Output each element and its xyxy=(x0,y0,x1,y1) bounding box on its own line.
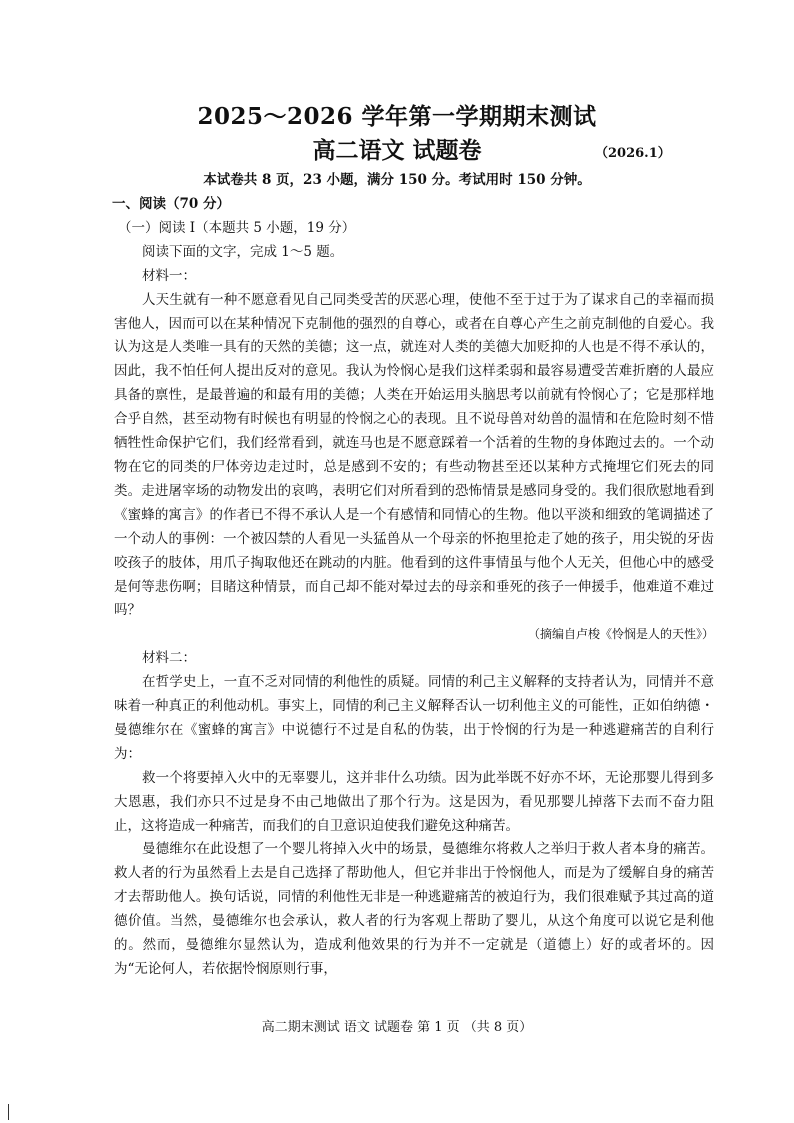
material2-paragraph2: 曼德维尔在此设想了一个婴儿将掉入火中的场景，曼德维尔将救人之举归于救人者本身的痛苦。救人者的行为虽然看上去是自己选择了帮助他人，但它并非出于怜悯他人，而是为了缓解自身的痛苦才去帮助他人。换句话说，同情的利他性无非是一种逃避痛苦的被迫行为，我们很难赋予其过高的道德价值。当然，曼德维尔也会承认，救人者的行为客观上帮助了婴儿，从这个角度可以说它是利他的。然而，曼德维尔显然认为，造成利他效果的行为并不一定就是（道德上）好的或者坏的。因为“无论何人，若依据怜悯原则行事， xyxy=(114,841,714,977)
material1-label: 材料一： xyxy=(142,267,196,284)
exam-notice: 本试卷共 8 页，23 小题，满分 150 分。考试用时 150 分钟。 xyxy=(203,172,591,188)
material2-paragraph1: 在哲学史上，一直不乏对同情的利他性的质疑。同情的利己主义解释的支持者认为，同情并不意味着一种真正的利他动机。事实上，同情的利己主义解释否认一切利他主义的可能性，正如伯纳德・曼德维尔在《蜜蜂的寓言》中说德行不过是自私的伪装，出于怜悯的行为是一种逃避痛苦的自利行为： xyxy=(114,674,714,762)
material1-paragraph: 人天生就有一种不愿意看见自己同类受苦的厌恶心理，使他不至于过于为了谋求自己的幸福而损害他人，因而可以在某种情况下克制他的强烈的自尊心，或者在自尊心产生之前克制他的自爱心。我认为这是人类唯一具有的天然的美德；这一点，就连对人类的美德大加贬抑的人也是不得不承认的，因此，我不怕任何人提出反对的意见。我认为怜悯心是我们这样柔弱和最容易遭受苦难折磨的人最应具备的禀性，是最普遍的和最有用的美德；人类在开始运用头脑思考以前就有怜悯心了；它是那样地合乎自然，甚至动物有时候也有明显的怜悯之心的表现。且不说母兽对幼兽的温情和在危险时刻不惜牺牲性命保护它们，我们经常看到，就连马也是不愿意踩着一个活着的生物的身体跑过去的。一个动物在它的同类的尸体旁边走过时，总是感到不安的；有些动物甚至还以某种方式掩埋它们死去的同类。走进屠宰场的动物发出的哀鸣，表明它们对所看到的恐怖情景是感同身受的。我们很欣慰地看到《蜜蜂的寓言》的作者已不得不承认人是一个有感情和同情心的生物。他以平淡和细致的笔调描述了一个动人的事例：一个被囚禁的人看见一头猛兽从一个母亲的怀抱里抢走了她的孩子，用尖锐的牙齿咬孩子的肢体，用爪子掏取他还在跳动的内脏。他看到的这件事情虽与他个人无关，但他心中的感受是何等悲伤啊；目睹这种情景，而自己却不能对晕过去的母亲和垂死的孩子一伸援手，他难道不难过吗？ xyxy=(114,291,714,619)
material1-source: （摘编自卢梭《怜悯是人的天性》） xyxy=(527,627,714,642)
exam-subtitle: 高二语文 试题卷 xyxy=(312,137,482,164)
exam-content xyxy=(114,193,714,982)
material2-label: 材料二： xyxy=(142,650,196,667)
instruction-text: 阅读下面的文字，完成 1～5 题。 xyxy=(142,243,344,260)
page-footer: 高二期末测试 语文 试题卷 第 1 页 （共 8 页） xyxy=(261,1020,533,1035)
exam-date: （2026.1） xyxy=(595,146,671,161)
section-heading: 一、阅读（70 分） xyxy=(112,196,230,212)
part-heading: （一）阅读 Ⅰ（本题共 5 小题，19 分） xyxy=(118,219,356,236)
edge-mark xyxy=(8,1104,9,1120)
material2-quote: 救一个将要掉入火中的无辜婴儿，这并非什么功绩。因为此举既不好亦不坏，无论那婴儿得到多大恩惠，我们亦只不过是身不由己地做出了那个行为。这是因为，看见那婴儿掉落下去而不奋力阻止，这将造成一种痛苦，而我们的自卫意识迫使我们避免这种痛苦。 xyxy=(114,769,714,834)
exam-title: 2025～2026 学年第一学期期末测试 xyxy=(197,103,597,130)
